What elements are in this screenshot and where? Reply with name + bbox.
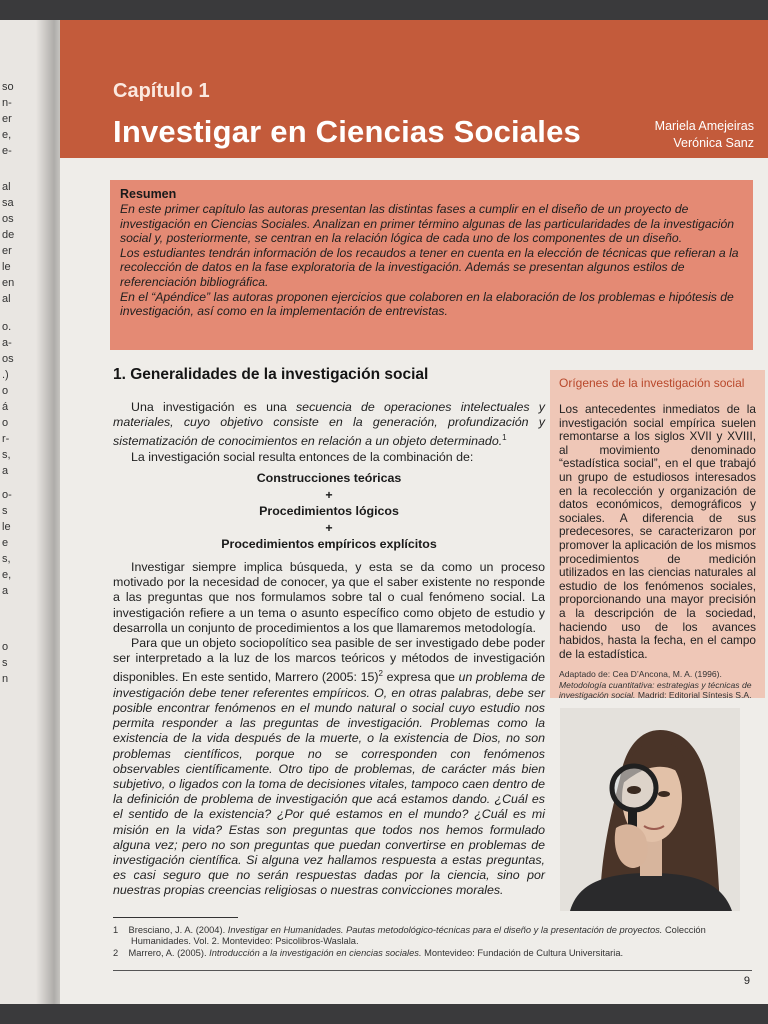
summary-heading: Resumen (120, 187, 177, 201)
summary-box (110, 180, 753, 350)
body-paragraph: Investigar siempre implica búsqueda, y esta se da como un proceso motivado por la necesidad de conocer, ya que el saber existente no responde a las preguntas que nos formulamos sobre tal o cual fenómeno social. La investigación refiere a un tema o asunto específico como objeto de estudio y desarrolla un conjunto de procedimientos a los que llamaremos metodología. (113, 560, 545, 635)
facing-page-text-fragment: a (2, 585, 9, 597)
facing-page-text-fragment: o. (2, 321, 12, 333)
author-name: Mariela Amejeiras (654, 119, 754, 133)
footnote-number: 2 (113, 947, 119, 958)
footnote-title: Investigar en Humanidades. Pautas metodológico-técnicas para el diseño y la presentación de proyectos. (227, 925, 663, 935)
chapter-header-band (60, 20, 768, 158)
facing-page-text-fragment: en (2, 277, 15, 289)
source-title: Metodología cuantitativa: estrategias y técnicas de investigación social. (559, 679, 752, 701)
body-paragraphs-top (113, 400, 545, 465)
facing-page-text-fragment: e (2, 537, 9, 549)
facing-page-text-fragment: so (2, 81, 14, 93)
definition-text: secuencia de operaciones intelectuales y materiales, cuyo objetivo consiste en la generación, profundización y sistematización de conocimientos en relación a un objeto determinado. (113, 400, 545, 449)
facing-page-text-fragment: o- (2, 489, 12, 501)
photo-illustration (560, 708, 740, 911)
page-bottom-rule (113, 970, 752, 971)
facing-page-text-fragment: n (2, 673, 9, 685)
facing-page-text-fragment: a (2, 465, 9, 477)
woman-with-magnifying-glass-photo (560, 708, 740, 911)
footnote-text: Colección Humanidades. Vol. 2. Montevideo: Psicolibros-Waslala. (131, 925, 706, 947)
facing-page-text-fragment: .) (2, 369, 9, 381)
footnote-item (113, 948, 753, 959)
sidebar-source (559, 669, 756, 700)
facing-page-text-fragment: de (2, 229, 15, 241)
facing-page-text-fragment: e, (2, 569, 12, 581)
source-text: Madrid: Editorial Síntesis S.A. (635, 690, 752, 701)
facing-page-text-fragment: al (2, 181, 11, 193)
facing-page-text-fragment: n- (2, 97, 12, 109)
facing-page-text-fragment: s (2, 505, 8, 517)
summary-paragraph: En el “Apéndice” las autoras proponen ejercicios que colaboren en la elaboración de los problemas e hipótesis de investigación, así como en la implementación de entrevistas. (120, 289, 734, 319)
author-name: Verónica Sanz (673, 136, 754, 150)
footnote-text: Montevideo: Fundación de Cultura Universitaria. (421, 947, 624, 958)
formula-term: Procedimientos empíricos explícitos (221, 537, 437, 551)
body-paragraph (113, 636, 545, 899)
chapter-authors (655, 118, 754, 152)
chapter-label: Capítulo 1 (113, 80, 210, 102)
facing-page-text-fragment: o (2, 417, 9, 429)
footnote-separator (113, 917, 238, 918)
sidebar-box (550, 370, 765, 701)
body-text-run: Para que un objeto sociopolítico sea pasible de ser investigado debe poder ser interpretado a la luz de los marcos teóricos y métodos de investigación disponibles. En este sentido, Marrero (2005: 15) (113, 636, 545, 685)
facing-page-text-fragment: r- (2, 433, 10, 445)
source-text: Adaptado de: Cea D’Ancona, M. A. (1996). (559, 669, 722, 680)
facing-page-text-fragment: e- (2, 145, 12, 157)
footnote-title: Introducción a la investigación en ciencias sociales. (209, 947, 422, 958)
facing-page-text-fragment: á (2, 401, 9, 413)
formula-term: Procedimientos lógicos (259, 504, 399, 518)
facing-page-text-fragment: s, (2, 449, 11, 461)
formula-term: Construcciones teóricas (256, 471, 402, 485)
facing-page-text-fragment: os (2, 353, 14, 365)
sidebar-title: Orígenes de la investigación social (559, 376, 745, 390)
footnote-text: Bresciano, J. A. (2004). (128, 925, 228, 935)
facing-page-text-fragment: o (2, 385, 9, 397)
facing-page-text-fragment: le (2, 521, 11, 533)
body-text-run: Una investigación es una (131, 400, 296, 414)
facing-page-text-fragment: os (2, 213, 14, 225)
facing-page-text-fragment: le (2, 261, 11, 273)
formula-plus: + (325, 487, 333, 502)
facing-page-text-fragment: al (2, 293, 11, 305)
body-paragraph (113, 400, 545, 450)
facing-page-text-fragment: er (2, 245, 12, 257)
combination-formula (113, 470, 545, 553)
quoted-text: un problema de investigación debe tener referentes empíricos. O, en otras palabras, debe ser posible encontrar fenómenos en el mundo natural o social cuyo estudio nos permita responder a las preguntas de investigación. Problemas como la existencia de la vida después de la muerte, o la existencia de Dios, no son problemas científicos, porque no se corresponden con fenómenos observables científicamente. Otro tipo de problemas, de carácter más bien subjetivo, o ligados con la toma de decisiones vitales, tampoco caen dentro de la definición de problema de investigación que acá estamos dando. ¿Cuál es el sentido de la existencia? ¿Por qué estamos en el mundo? ¿Cuál es mi misión en la vida? Estas son preguntas que todos nos hemos formulado alguna vez; pero no son preguntas que puedan convertirse en problemas de investigación científica. Si alguna vez hallamos respuesta a estas preguntas, es casi seguro que no serán respuestas dadas por la ciencia, sino por nuestras propias creencias religiosas o nuestras convicciones morales. (113, 670, 545, 898)
footnote-marker: 2 (378, 669, 383, 679)
formula-plus: + (325, 520, 333, 535)
summary-paragraph: Los estudiantes tendrán información de los recaudos a tener en cuenta en la elección de técnicas que refieran a la recolección de datos en la fase exploratoria de la investigación. Además se presentan algunos estilos de referenciación bibliográfica. (120, 245, 739, 289)
page-number: 9 (743, 975, 750, 987)
facing-page-text-fragment: s, (2, 553, 11, 565)
body-text-run: expresa que (382, 670, 459, 685)
book-page (60, 20, 768, 1004)
footnote-text: Marrero, A. (2005). (128, 947, 210, 958)
section-heading: 1. Generalidades de la investigación social (113, 366, 429, 383)
body-paragraphs-main (113, 560, 545, 899)
facing-page-text-fragment: a- (2, 337, 12, 349)
body-paragraph: La investigación social resulta entonces de la combinación de: (131, 449, 474, 464)
footnote-marker: 1 (502, 433, 507, 443)
facing-page-text-fragment: er (2, 113, 12, 125)
footnote-item (113, 925, 753, 948)
footnote-number: 1 (113, 925, 119, 935)
facing-page-text-fragment: e, (2, 129, 12, 141)
chapter-title: Investigar en Ciencias Sociales (113, 114, 581, 149)
footnotes (113, 925, 753, 959)
facing-page-text-fragment: o (2, 641, 9, 653)
facing-page-text-fragment: s (2, 657, 8, 669)
facing-page-text-fragment: sa (2, 197, 14, 209)
summary-paragraph: En este primer capítulo las autoras presentan las distintas fases a cumplir en el diseño de un proyecto de investigación en Ciencias Sociales. Analizan en primer término algunas de las particularidades de la investigación social y, posteriormente, se centran en la relación lógica de cada uno de los componentes de un diseño. (120, 202, 735, 246)
sidebar-text: Los antecedentes inmediatos de la investigación social empírica suelen remontarse a los siglos XVII y XVIII, al movimiento denominado “estadística social”, en el que trabajó un grupo de estudiosos interesados en la recolección y organización de datos económicos, demográficos y sociales. A diferencia de sus predecesores, se caracterizaron por promover la aplicación de los mismos procedimientos de medición utilizados en las ciencias naturales al estudio de los fenómenos sociales, proporcionando una mayor precisión a la descripción de la sociedad, haciendo uso de los avances habidos, hasta la fecha, en el campo de la estadística. (559, 402, 756, 661)
